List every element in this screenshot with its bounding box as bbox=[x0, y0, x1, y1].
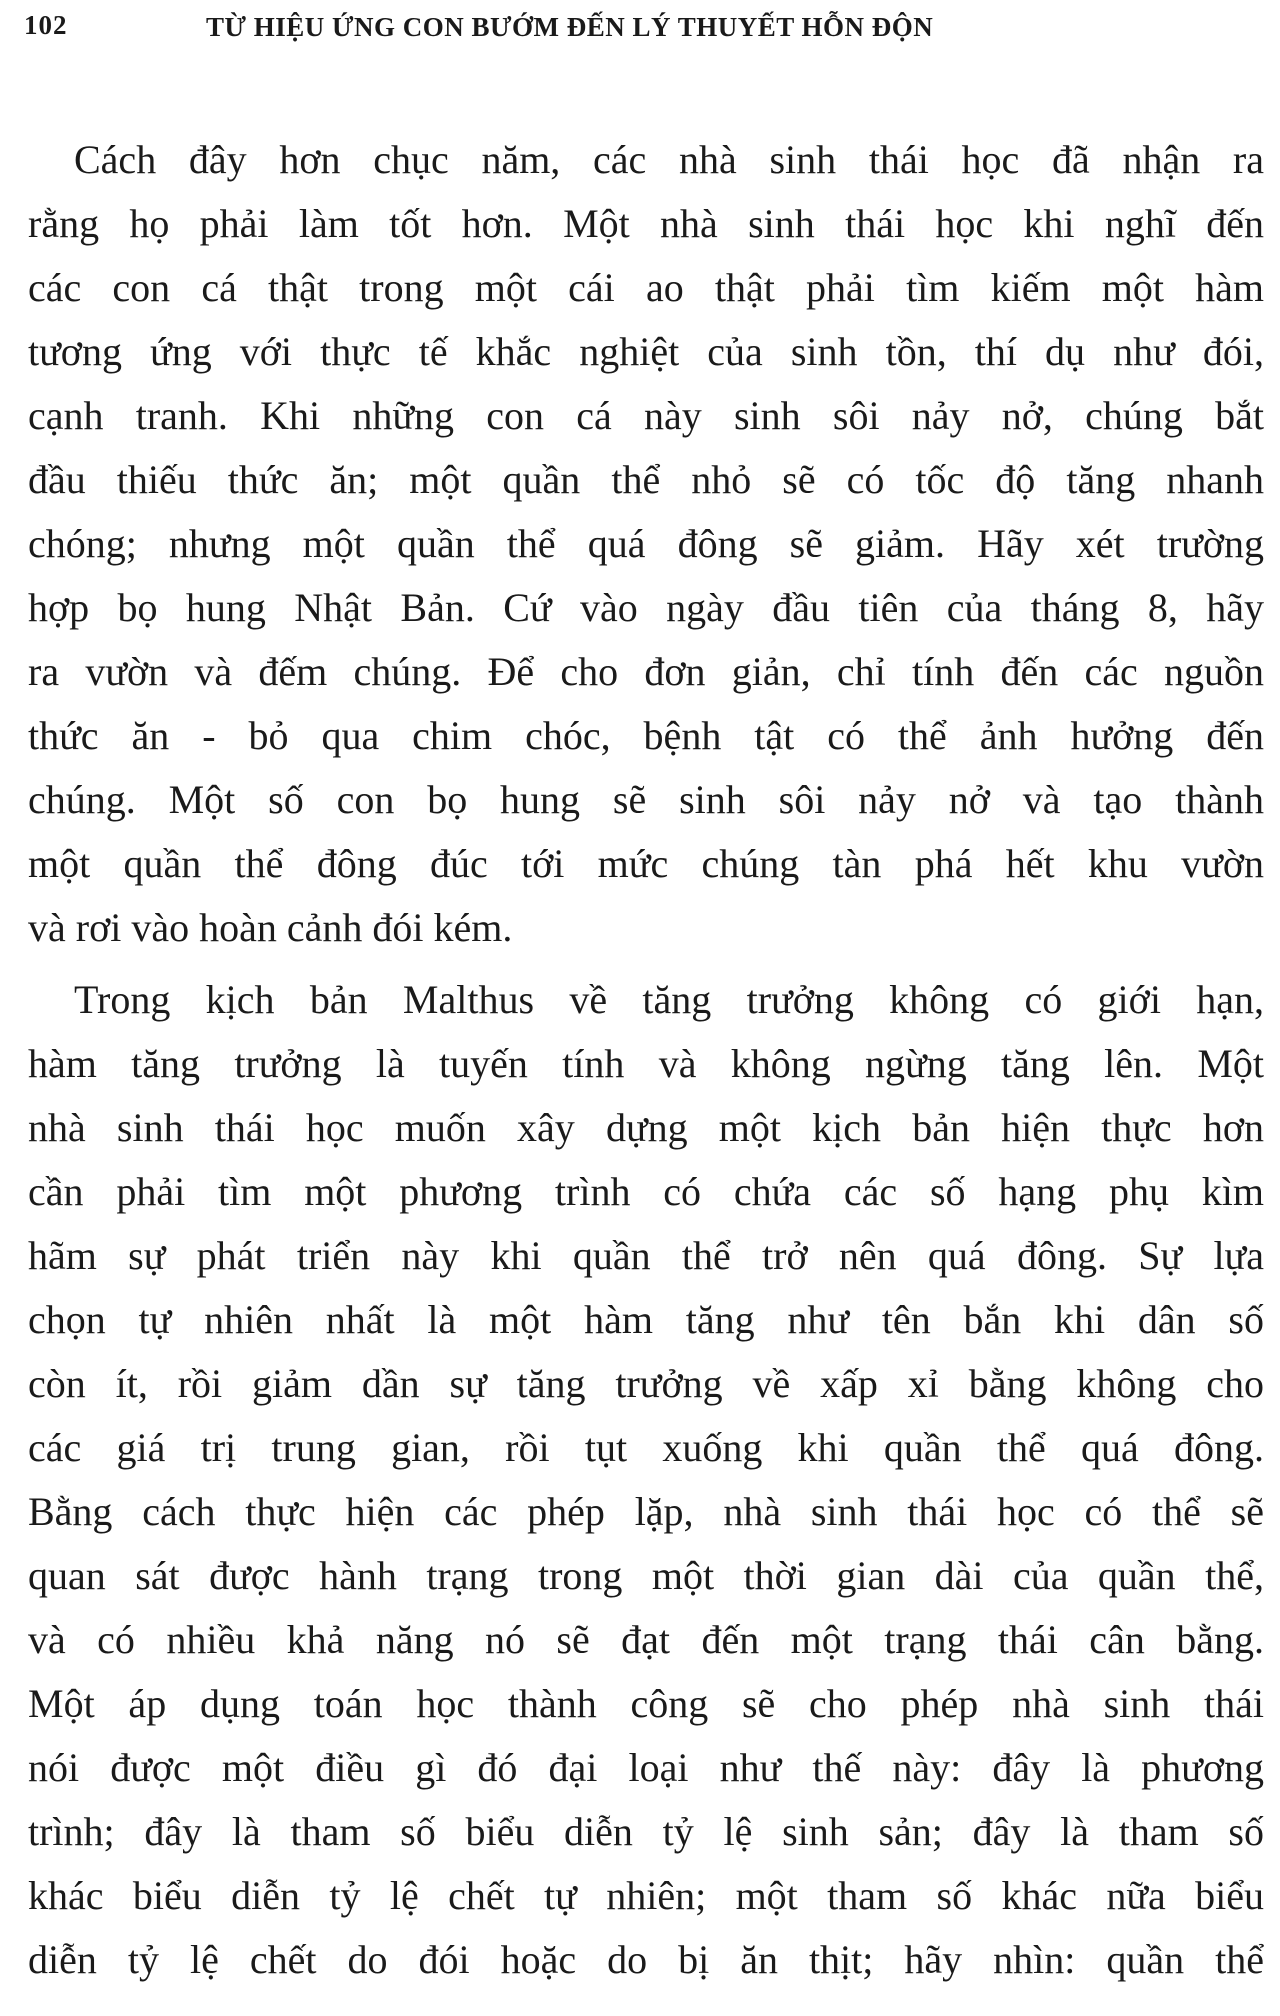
text-line: đầu thiếu thức ăn; một quần thể nhỏ sẽ có tốc độ tăng nhanh bbox=[28, 457, 1264, 502]
text-line: hãm sự phát triển này khi quần thể trở nên quá đông. Sự lựa bbox=[28, 1233, 1264, 1278]
text-line: khác biểu diễn tỷ lệ chết tự nhiên; một tham số khác nữa biểu bbox=[28, 1873, 1264, 1918]
text-line: nói được một điều gì đó đại loại như thế này: đây là phương bbox=[28, 1745, 1264, 1790]
text-line: rằng họ phải làm tốt hơn. Một nhà sinh thái học khi nghĩ đến bbox=[28, 201, 1264, 246]
text-line: ra vườn và đếm chúng. Để cho đơn giản, chỉ tính đến các nguồn bbox=[28, 649, 1264, 694]
text-line: Một áp dụng toán học thành công sẽ cho phép nhà sinh thái bbox=[28, 1681, 1264, 1726]
text-line: và có nhiều khả năng nó sẽ đạt đến một trạng thái cân bằng. bbox=[28, 1617, 1264, 1662]
running-head bbox=[24, 10, 1264, 54]
text-line: thức ăn - bỏ qua chim chóc, bệnh tật có thể ảnh hưởng đến bbox=[28, 713, 1264, 758]
text-line: nhà sinh thái học muốn xây dựng một kịch bản hiện thực hơn bbox=[28, 1105, 1264, 1150]
paragraph-1 bbox=[28, 128, 1264, 960]
text-line: quan sát được hành trạng trong một thời gian dài của quần thể, bbox=[28, 1553, 1264, 1598]
text-line: trình; đây là tham số biểu diễn tỷ lệ sinh sản; đây là tham số bbox=[28, 1809, 1264, 1854]
text-line: chúng. Một số con bọ hung sẽ sinh sôi nảy nở và tạo thành bbox=[28, 777, 1264, 822]
text-line: Cách đây hơn chục năm, các nhà sinh thái học đã nhận ra bbox=[74, 137, 1264, 182]
body-text bbox=[28, 128, 1264, 1992]
text-line: một quần thể đông đúc tới mức chúng tàn phá hết khu vườn bbox=[28, 841, 1264, 886]
text-line: tương ứng với thực tế khắc nghiệt của sinh tồn, thí dụ như đói, bbox=[28, 329, 1264, 374]
text-line: hợp bọ hung Nhật Bản. Cứ vào ngày đầu tiên của tháng 8, hãy bbox=[28, 585, 1264, 630]
text-line: cần phải tìm một phương trình có chứa các số hạng phụ kìm bbox=[28, 1169, 1264, 1214]
text-line: Bằng cách thực hiện các phép lặp, nhà sinh thái học có thể sẽ bbox=[28, 1489, 1264, 1534]
text-line: diễn tỷ lệ chết do đói hoặc do bị ăn thịt; hãy nhìn: quần thể bbox=[28, 1937, 1264, 1982]
running-head-title: TỪ HIỆU ỨNG CON BƯỚM ĐẾN LÝ THUYẾT HỖN ĐỘN bbox=[206, 12, 934, 42]
text-line: Trong kịch bản Malthus về tăng trưởng không có giới hạn, bbox=[74, 977, 1264, 1022]
text-line: chóng; nhưng một quần thể quá đông sẽ giảm. Hãy xét trường bbox=[28, 521, 1264, 566]
text-line: chọn tự nhiên nhất là một hàm tăng như tên bắn khi dân số bbox=[28, 1297, 1264, 1342]
text-line: hàm tăng trưởng là tuyến tính và không ngừng tăng lên. Một bbox=[28, 1041, 1264, 1086]
page-number: 102 bbox=[24, 10, 68, 40]
text-line: cạnh tranh. Khi những con cá này sinh sôi nảy nở, chúng bắt bbox=[28, 393, 1264, 438]
text-line: các giá trị trung gian, rồi tụt xuống khi quần thể quá đông. bbox=[28, 1425, 1264, 1470]
text-line: và rơi vào hoàn cảnh đói kém. bbox=[28, 905, 513, 950]
text-line: còn ít, rồi giảm dần sự tăng trưởng về xấp xỉ bằng không cho bbox=[28, 1361, 1264, 1406]
paragraph-2 bbox=[28, 968, 1264, 1992]
text-line: các con cá thật trong một cái ao thật phải tìm kiếm một hàm bbox=[28, 265, 1264, 310]
